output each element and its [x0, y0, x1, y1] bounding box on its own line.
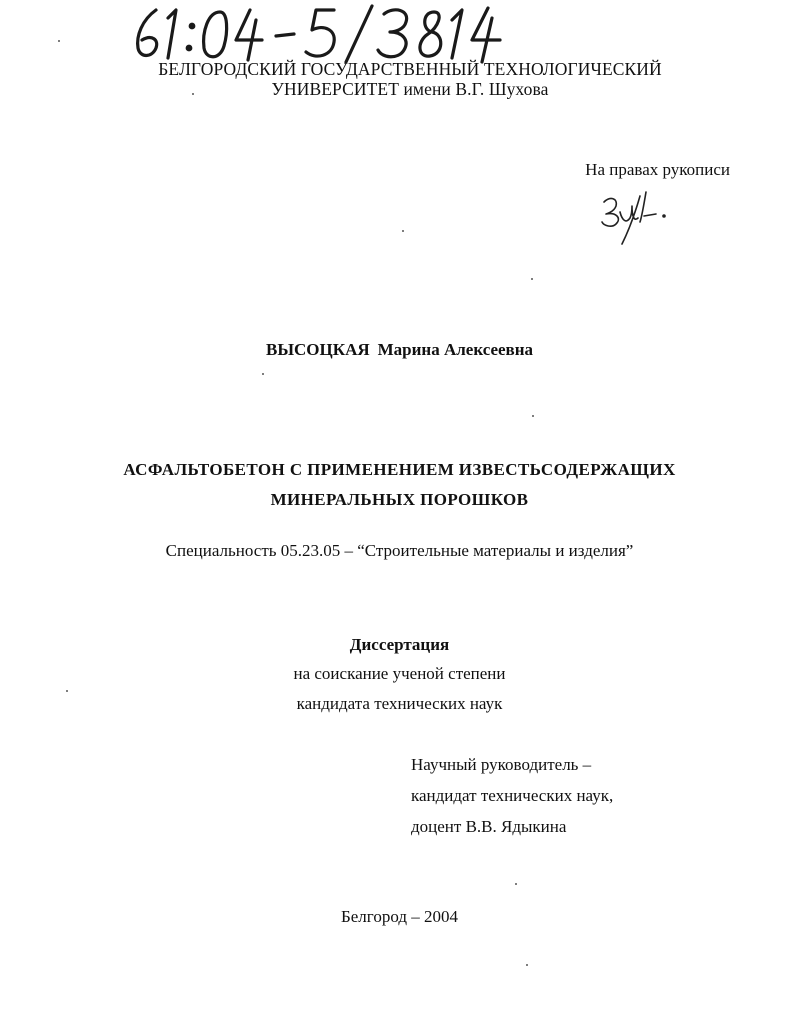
- signature-drawing: [596, 186, 676, 250]
- supervisor-name: доцент В.В. Ядыкина: [411, 817, 567, 836]
- author-name: [0, 340, 799, 360]
- author-given-names: Марина Алексеевна: [377, 340, 534, 359]
- manuscript-rights-note: На правах рукописи: [585, 160, 730, 179]
- dissertation-label: Диссертация: [349, 635, 450, 654]
- scan-speck: [192, 93, 194, 95]
- author-signature: [596, 186, 676, 250]
- supervisor-role: Научный руководитель –: [411, 755, 592, 774]
- scan-speck: [515, 883, 517, 885]
- scan-speck: [532, 415, 534, 417]
- author-surname: ВЫСОЦКАЯ: [265, 340, 370, 359]
- degree-line-1: на соискание ученой степени: [293, 664, 506, 683]
- dissertation-title-line-1: АСФАЛЬТОБЕТОН С ПРИМЕНЕНИЕМ ИЗВЕСТЬСОДЕРЖАЩИХ: [123, 460, 676, 479]
- scan-speck: [66, 690, 68, 692]
- scan-speck: [526, 964, 528, 966]
- archive-number-handwritten: [128, 2, 508, 64]
- scan-speck: [58, 40, 60, 42]
- university-name-line-1: БЕЛГОРОДСКИЙ ГОСУДАРСТВЕННЫЙ ТЕХНОЛОГИЧЕСКИЙ: [158, 59, 662, 79]
- university-name-line-2: УНИВЕРСИТЕТ имени В.Г. Шухова: [271, 79, 549, 99]
- scan-speck: [262, 373, 264, 375]
- specialty-line: Специальность 05.23.05 – “Строительные материалы и изделия”: [165, 541, 634, 560]
- dissertation-title-line-2: МИНЕРАЛЬНЫХ ПОРОШКОВ: [270, 490, 529, 509]
- degree-line-2: кандидата технических наук: [296, 694, 503, 713]
- archive-number-drawing: [128, 2, 508, 64]
- supervisor-degree: кандидат технических наук,: [411, 786, 614, 805]
- scan-speck: [531, 278, 533, 280]
- city-year: Белгород – 2004: [341, 907, 458, 926]
- scan-speck: [402, 230, 404, 232]
